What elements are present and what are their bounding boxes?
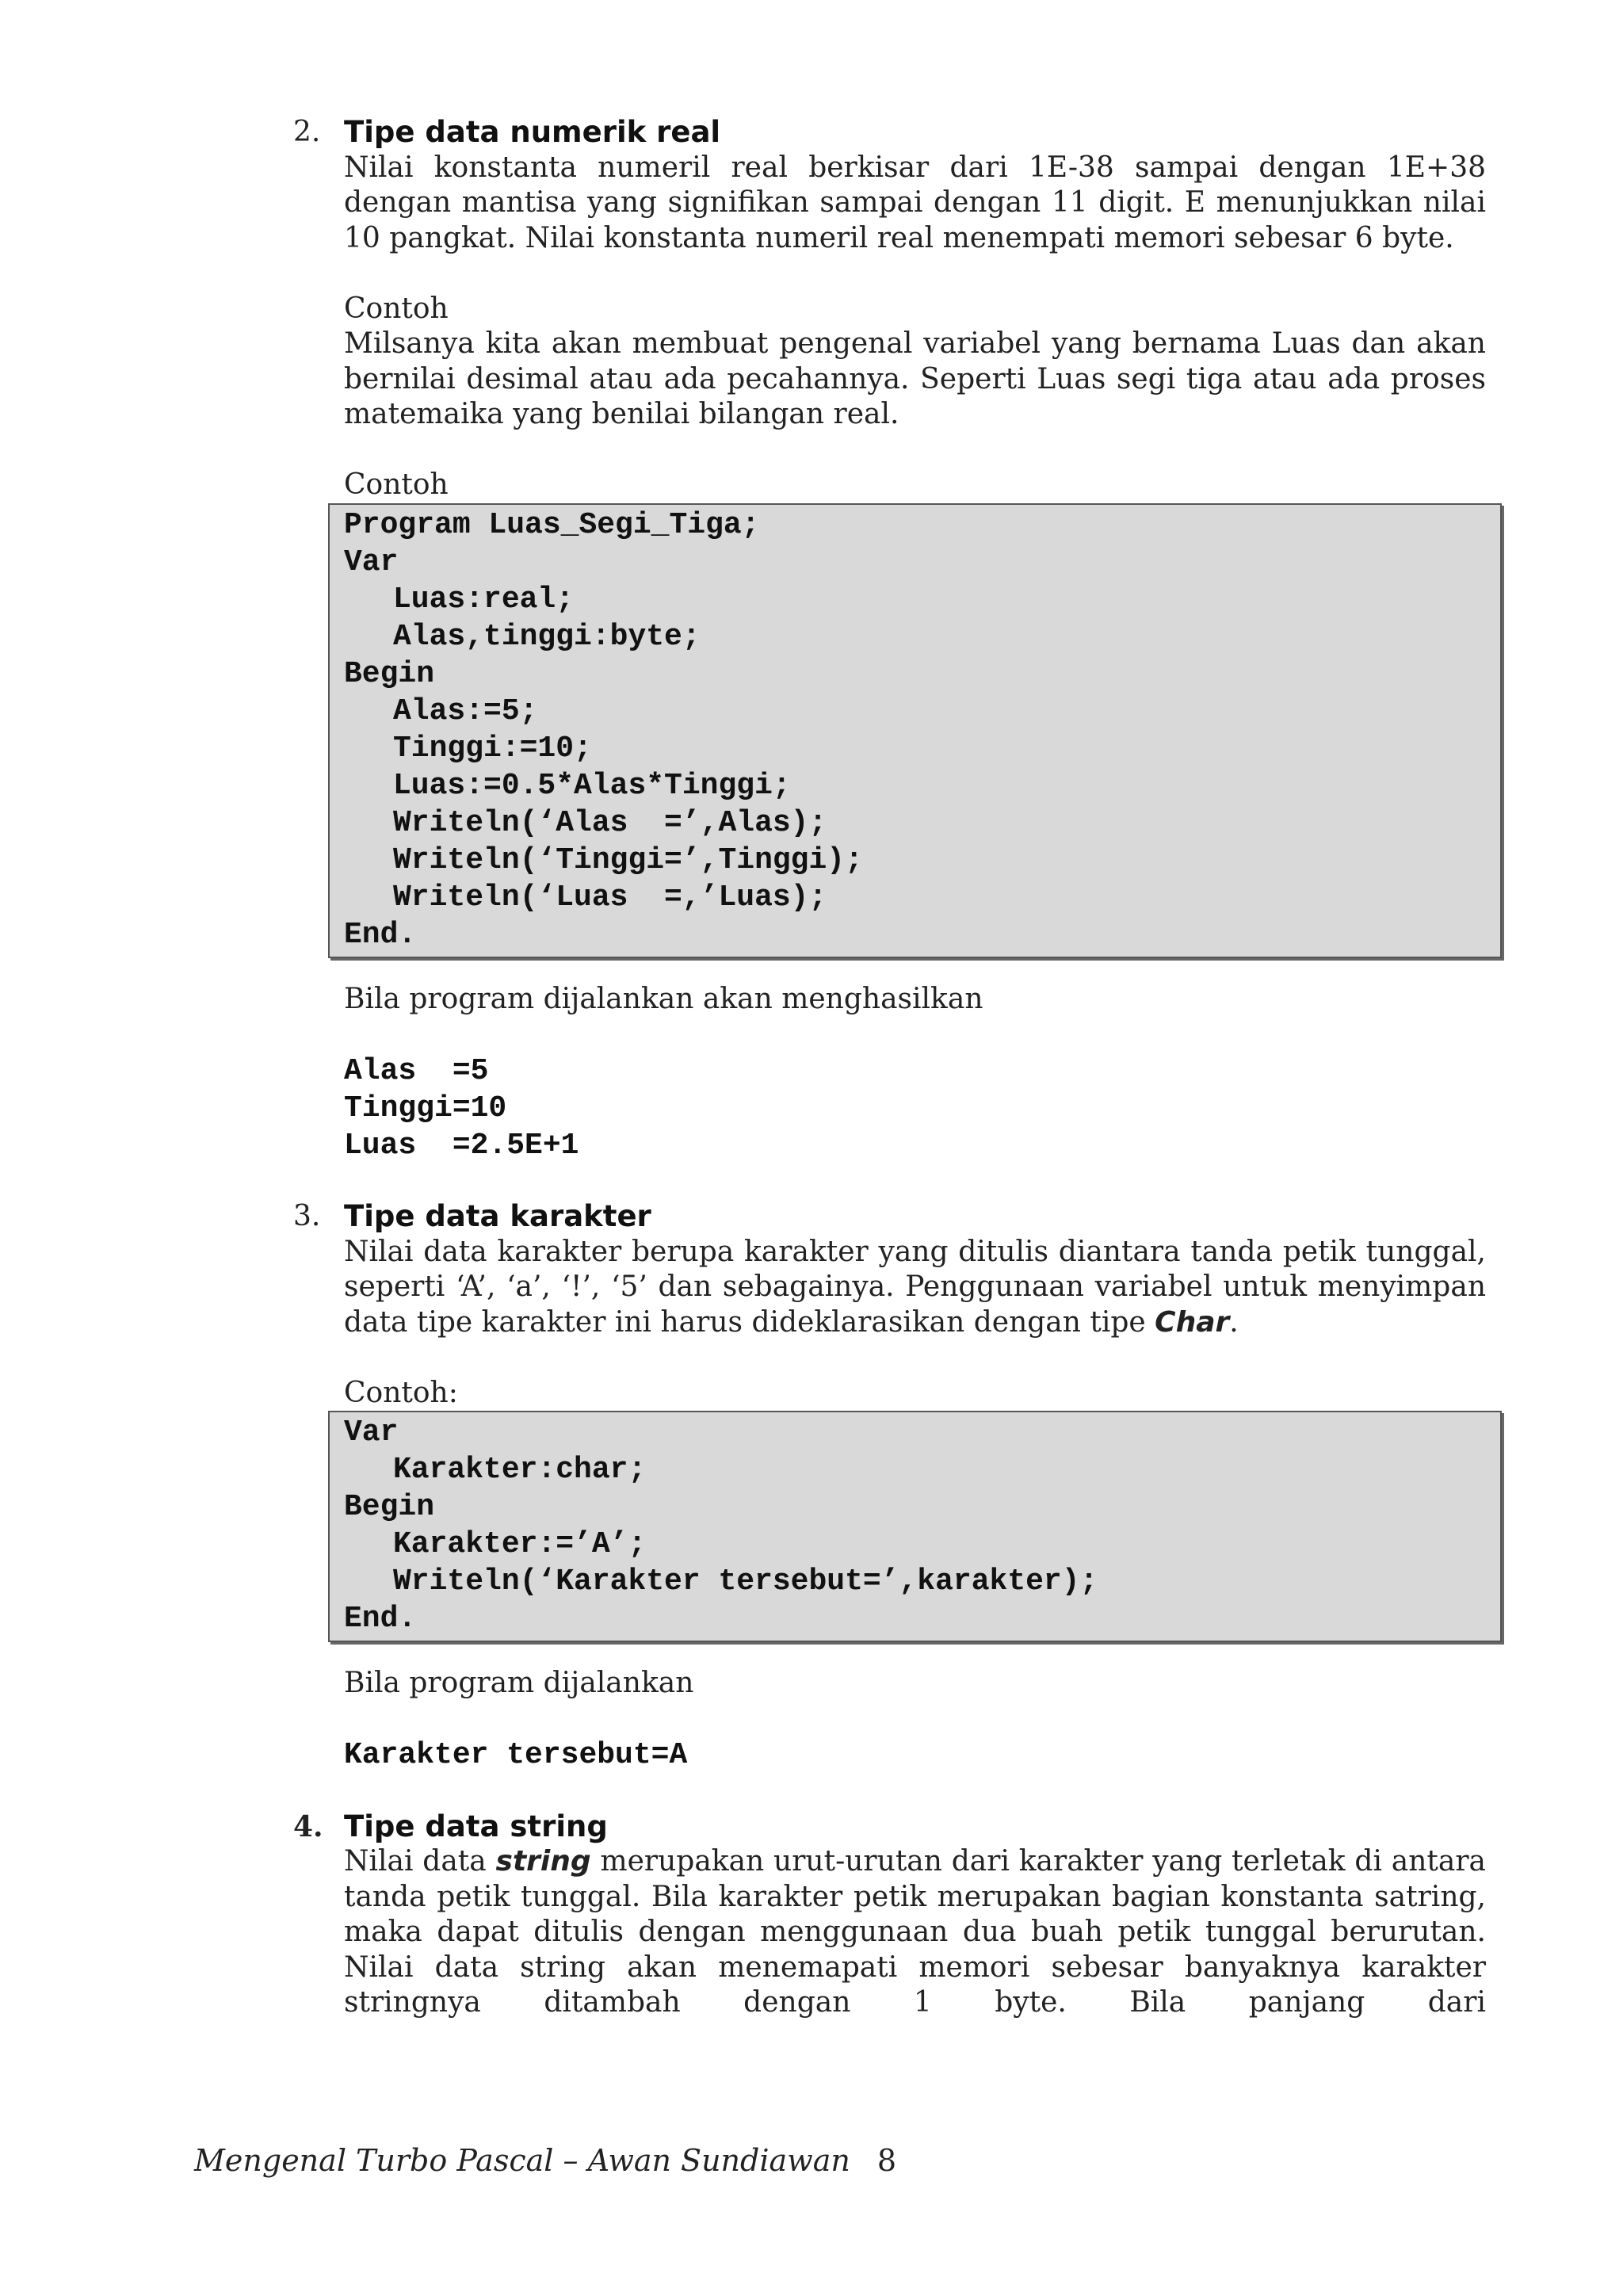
page-number: 8	[876, 2143, 897, 2178]
code-block	[328, 1411, 1502, 1642]
result-label: Bila program dijalankan	[344, 1667, 694, 1699]
footer-text: Mengenal Turbo Pascal – Awan Sundiawan	[194, 2143, 850, 2178]
section-heading: Tipe data string	[344, 1809, 608, 1843]
section-number: 3.	[293, 1200, 321, 1232]
section-real	[293, 115, 1486, 1164]
code-line: Luas:real;	[393, 582, 575, 617]
code-line: Alas,tinggi:byte;	[393, 619, 701, 654]
example-label: Contoh	[344, 468, 449, 501]
output-line: Karakter tersebut=A	[344, 1738, 688, 1772]
emphasis-text: Char	[1155, 1305, 1230, 1339]
code-line: Karakter:=’A’;	[393, 1527, 647, 1561]
output-line: Luas =2.5E+1	[344, 1128, 579, 1163]
section-paragraph: Nilai data string merupakan urut-urutan dari karakter yang terletak di antara tanda petik tunggal. Bila karakter petik merupakan bagian konstanta satring, maka dapat ditulis dengan menggunaan dua buah petik tunggal berurutan. Nilai data string akan menemapati memori sebesar banyaknya karakter stringnya ditambah dengan 1 byte. Bila panjang dari	[344, 1845, 1486, 2019]
code-line: Writeln(‘Luas =,’Luas);	[393, 880, 827, 915]
code-line: Writeln(‘Karakter tersebut=’,karakter);	[393, 1564, 1098, 1599]
code-line: Tinggi:=10;	[393, 731, 592, 766]
section-paragraph: Nilai data karakter berupa karakter yang ditulis diantara tanda petik tunggal, seperti ‘A’, ‘a’, ‘!’, ‘5’ dan sebagainya. Penggunaan variabel untuk menyimpan data tipe karakter ini harus dideklarasikan dengan tipe Char.	[344, 1235, 1486, 1339]
result-label: Bila program dijalankan akan menghasilkan	[344, 982, 983, 1015]
example-label: Contoh	[344, 292, 449, 325]
section-heading: Tipe data numerik real	[344, 115, 721, 149]
page-footer	[194, 2143, 896, 2178]
code-line: Var	[344, 1415, 399, 1450]
example-label: Contoh:	[344, 1376, 458, 1409]
emphasis-text: string	[495, 1845, 591, 1878]
code-line: Begin	[344, 1490, 435, 1524]
output-line: Alas =5	[344, 1053, 489, 1088]
code-block	[328, 503, 1502, 958]
output-line: Tinggi=10	[344, 1091, 507, 1125]
code-line: Karakter:char;	[393, 1453, 647, 1487]
code-line: End.	[344, 1602, 417, 1636]
example-text: Milsanya kita akan membuat pengenal variabel yang bernama Luas dan akan bernilai desimal atau ada pecahannya. Seperti Luas segi tiga atau ada proses matemaika yang benilai bilangan real.	[344, 327, 1486, 430]
code-line: Program Luas_Segi_Tiga;	[344, 507, 760, 542]
code-line: Luas:=0.5*Alas*Tinggi;	[393, 768, 791, 803]
section-string	[293, 1809, 1486, 2021]
code-line: Writeln(‘Alas =’,Alas);	[393, 805, 827, 840]
page-content	[293, 115, 1486, 2021]
code-line: End.	[344, 917, 417, 952]
code-line: Begin	[344, 656, 435, 691]
section-number: 4.	[293, 1809, 323, 1843]
section-number: 2.	[293, 116, 321, 148]
code-line: Alas:=5;	[393, 693, 538, 728]
code-line: Writeln(‘Tinggi=’,Tinggi);	[393, 842, 863, 877]
section-paragraph: Nilai konstanta numeril real berkisar dari 1E-38 sampai dengan 1E+38 dengan mantisa yang signifikan sampai dengan 11 digit. E menunjukkan nilai 10 pangkat. Nilai konstanta numeril real menempati memori sebesar 6 byte.	[344, 151, 1486, 254]
section-karakter	[293, 1199, 1486, 1774]
section-heading: Tipe data karakter	[344, 1199, 651, 1233]
code-line: Var	[344, 544, 399, 579]
